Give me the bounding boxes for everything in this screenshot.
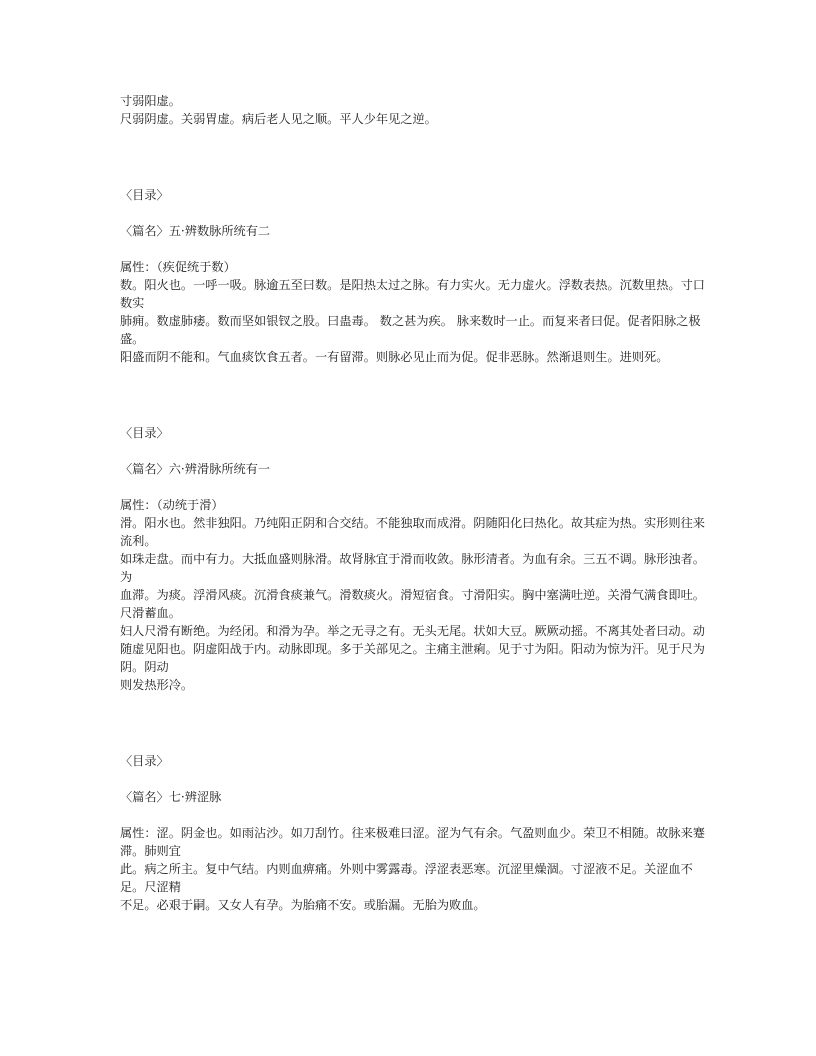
document-page [120, 92, 705, 914]
toc-link[interactable]: 〈目录〉 [120, 188, 169, 202]
section-title: 〈篇名〉五·辨数脉所统有二 [120, 224, 271, 238]
section-title: 〈篇名〉六·辨滑脉所统有一 [120, 462, 271, 476]
attribute-line: 属性：（疾促统于数） [120, 260, 236, 274]
section-title: 〈篇名〉七·辨涩脉 [120, 790, 222, 804]
text-line: 不足。必艰于嗣。又女人有孕。为胎痛不安。或胎漏。无胎为败血。 [120, 898, 486, 912]
attribute-line: 属性：（动统于滑） [120, 498, 224, 512]
text-line: 肺痈。数虚肺痿。数而坚如银钗之股。曰蛊毒。 数之甚为疾。 脉来数时一止。而复来者曰促。促者阳脉之极盛。 [120, 314, 701, 346]
text-line: 阳盛而阴不能和。气血痰饮食五者。一有留滞。则脉必见止而为促。促非恶脉。然渐退则生。进则死。 [120, 350, 669, 364]
text-line: 血滞。为痰。浮滑风痰。沉滑食痰兼气。滑数痰火。滑短宿食。寸滑阳实。胸中塞满吐逆。关滑气满食即吐。尺滑蓄血。 [120, 588, 705, 620]
text-line: 随虚见阳也。阴虚阳战于内。动脉即现。多于关部见之。主痛主泄痢。见于寸为阳。阳动为惊为汗。见于尺为阴。阴动 [120, 642, 705, 674]
text-line: 如珠走盘。而中有力。大抵血盛则脉滑。故肾脉宜于滑而收敛。脉形清者。为血有余。三五不调。脉形浊者。为 [120, 552, 705, 584]
attribute-line: 属性：涩。阴金也。如雨沾沙。如刀刮竹。往来极难曰涩。涩为气有余。气盈则血少。荣卫不相随。故脉来蹇滞。肺则宜 [120, 826, 705, 858]
toc-link[interactable]: 〈目录〉 [120, 754, 169, 768]
section-six [120, 424, 705, 694]
intro-block [120, 92, 705, 128]
text-line: 数。阳火也。一呼一吸。脉逾五至曰数。是阳热太过之脉。有力实火。无力虚火。浮数表热。沉数里热。寸口数实 [120, 278, 705, 310]
text-line: 滑。阳水也。然非独阳。乃纯阳正阴和合交结。不能独取而成滑。阴随阳化曰热化。故其症为热。实形则往来流利。 [120, 516, 705, 548]
toc-link[interactable]: 〈目录〉 [120, 426, 169, 440]
text-line: 此。病之所主。复中气结。内则血痹痛。外则中雾露毒。浮涩表恶寒。沉涩里燥涸。寸涩液不足。关涩血不足。尺涩精 [120, 862, 693, 894]
text-line: 寸弱阳虚。 [120, 94, 181, 108]
section-five [120, 186, 705, 366]
text-line: 尺弱阴虚。关弱胃虚。病后老人见之顺。平人少年见之逆。 [120, 112, 437, 126]
text-line: 则发热形冷。 [120, 678, 194, 692]
text-line: 妇人尺滑有断绝。为经闭。和滑为孕。举之无寻之有。无头无尾。状如大豆。厥厥动摇。不离其处者曰动。动 [120, 624, 705, 638]
section-seven [120, 752, 705, 914]
